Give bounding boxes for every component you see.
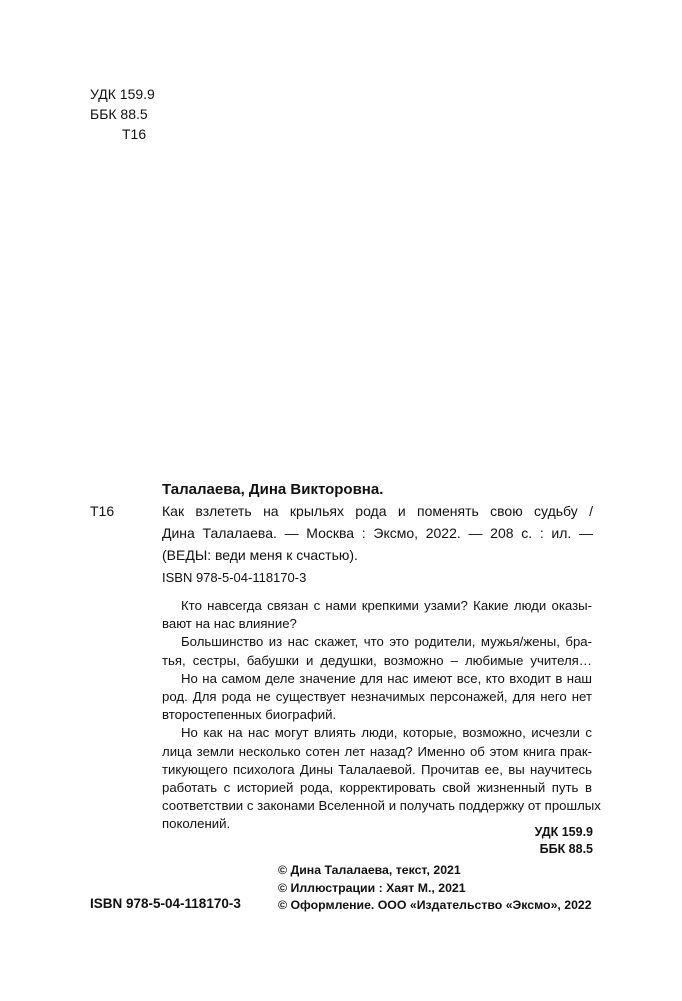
top-classification-codes xyxy=(90,84,155,144)
bbk-code-bottom: ББК 88.5 xyxy=(539,842,593,856)
bib-line-2: Дина Талалаева. — Москва : Эксмо, 2022. — 208 с. : ил. — xyxy=(162,525,593,541)
isbn-line: ISBN 978-5-04-118170-3 xyxy=(162,570,307,585)
annotation-line: работать с историей рода, корректировать свой жизненный путь в xyxy=(162,780,592,796)
bottom-classification-codes xyxy=(500,824,593,858)
bib-line-3: (ВЕДЫ: веди меня к счастью). xyxy=(162,547,358,563)
copyright-line: © Оформление. ООО «Издательство «Эксмо», 2022 xyxy=(278,898,592,912)
annotation-line: Большинство из нас скажет, что это родители, мужья/жены, бра- xyxy=(181,634,592,650)
copyright-block xyxy=(278,862,592,915)
udk-code-bottom: УДК 159.9 xyxy=(534,825,593,839)
copyright-line: © Иллюстрации : Хаят М., 2021 xyxy=(278,880,466,895)
annotation-line: род. Для рода не существует незначимых персонажей, для него нет xyxy=(162,689,592,705)
annotation-line: Но как на нас могут влиять люди, которые, возможно, исчезли с xyxy=(181,725,592,741)
annotation xyxy=(162,597,601,834)
annotation-line: вают на нас влияние? xyxy=(162,616,297,632)
annotation-line: соответствии с законами Вселенной и получать поддержку от прошлых xyxy=(162,798,601,814)
bib-line-1: Как взлететь на крыльях рода и поменять свою судьбу / xyxy=(162,503,593,519)
annotation-line: Кто навсегда связан с нами крепкими узами? Какие люди оказы- xyxy=(181,598,592,613)
annotation-line: лица земли несколько сотен лет назад? Именно об этом книга прак- xyxy=(162,743,592,759)
annotation-line: тья, сестры, бабушки и дедушки, возможно – любимые учителя… xyxy=(162,652,592,668)
author-heading: Талалаева, Дина Викторовна. xyxy=(162,481,384,498)
annotation-line: тикующего психолога Дины Талалаевой. Прочитав ее, вы научитесь xyxy=(162,761,592,777)
copyright-line: © Дина Талалаева, текст, 2021 xyxy=(278,863,461,877)
udk-code: УДК 159.9 xyxy=(90,86,155,102)
bbk-code: ББК 88.5 xyxy=(90,106,148,122)
annotation-line: второстепенных биографий. xyxy=(162,707,337,723)
isbn-bottom: ISBN 978-5-04-118170-3 xyxy=(90,896,241,911)
author-sign-left: Т16 xyxy=(90,503,115,519)
annotation-line: поколений. xyxy=(162,816,231,832)
annotation-line: Но на самом деле значение для нас имеют все, кто входит в наш xyxy=(181,670,592,686)
author-sign: Т16 xyxy=(122,126,147,142)
